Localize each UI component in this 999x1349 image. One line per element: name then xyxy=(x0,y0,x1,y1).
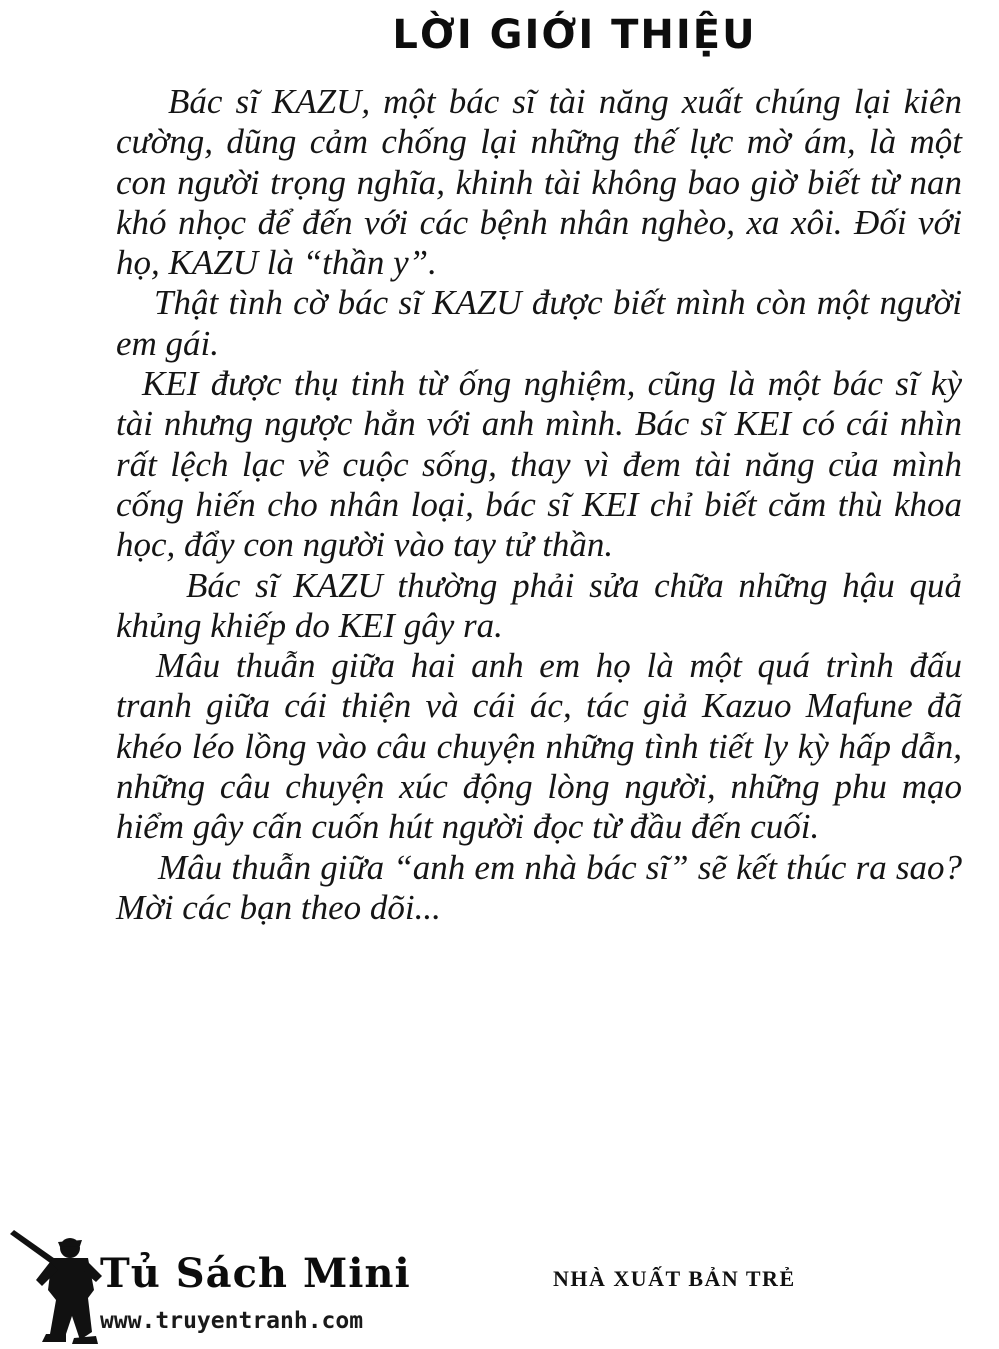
paragraph-closing: Mâu thuẫn giữa “anh em nhà bác sĩ” sẽ kết thúc ra sao? Mời các bạn theo dõi... xyxy=(116,847,962,927)
introduction-body xyxy=(116,82,962,928)
paragraph-kei: KEI được thụ tinh từ ống nghiệm, cũng là một bác sĩ kỳ tài nhưng ngược hẳn với anh mình. Bác sĩ KEI có cái nhìn rất lệch lạc về cuộc sống, thay vì đem tài năng của mình cống hiến cho nhân loại, bác sĩ KEI chỉ biết căm thù khoa học, đẩy con người vào tay tử thần. xyxy=(116,364,962,565)
paragraph-conflict: Mâu thuẫn giữa hai anh em họ là một quá trình đấu tranh giữa cái thiện và cái ác, tác giả Kazuo Mafune đã khéo léo lồng vào câu chuyện những tình tiết ly kỳ hấp dẫn, những câu chuyện xúc động lòng người, những phu mạo hiểm gây cấn cuốn hút người đọc từ đầu đến cuối. xyxy=(116,646,962,847)
publisher-name: NHÀ XUẤT BẢN TRẺ xyxy=(553,1266,796,1291)
page-title: LỜI GIỚI THIỆU xyxy=(392,12,757,58)
paragraph-sister: Thật tình cờ bác sĩ KAZU được biết mình còn một người em gái. xyxy=(116,283,962,363)
brand-name: Tủ Sách Mini xyxy=(100,1250,411,1297)
paragraph-kazu: Bác sĩ KAZU, một bác sĩ tài năng xuất chúng lại kiên cường, dũng cảm chống lại những thế lực mờ ám, là một con người trọng nghĩa, khinh tài không bao giờ biết từ nan khó nhọc để đến với các bệnh nhân nghèo, xa xôi. Đối với họ, KAZU là “thần y”. xyxy=(116,82,962,283)
brand-url: www.truyentranh.com xyxy=(100,1308,364,1334)
samurai-silhouette-icon xyxy=(8,1228,108,1346)
paragraph-consequences: Bác sĩ KAZU thường phải sửa chữa những hậu quả khủng khiếp do KEI gây ra. xyxy=(116,565,962,645)
